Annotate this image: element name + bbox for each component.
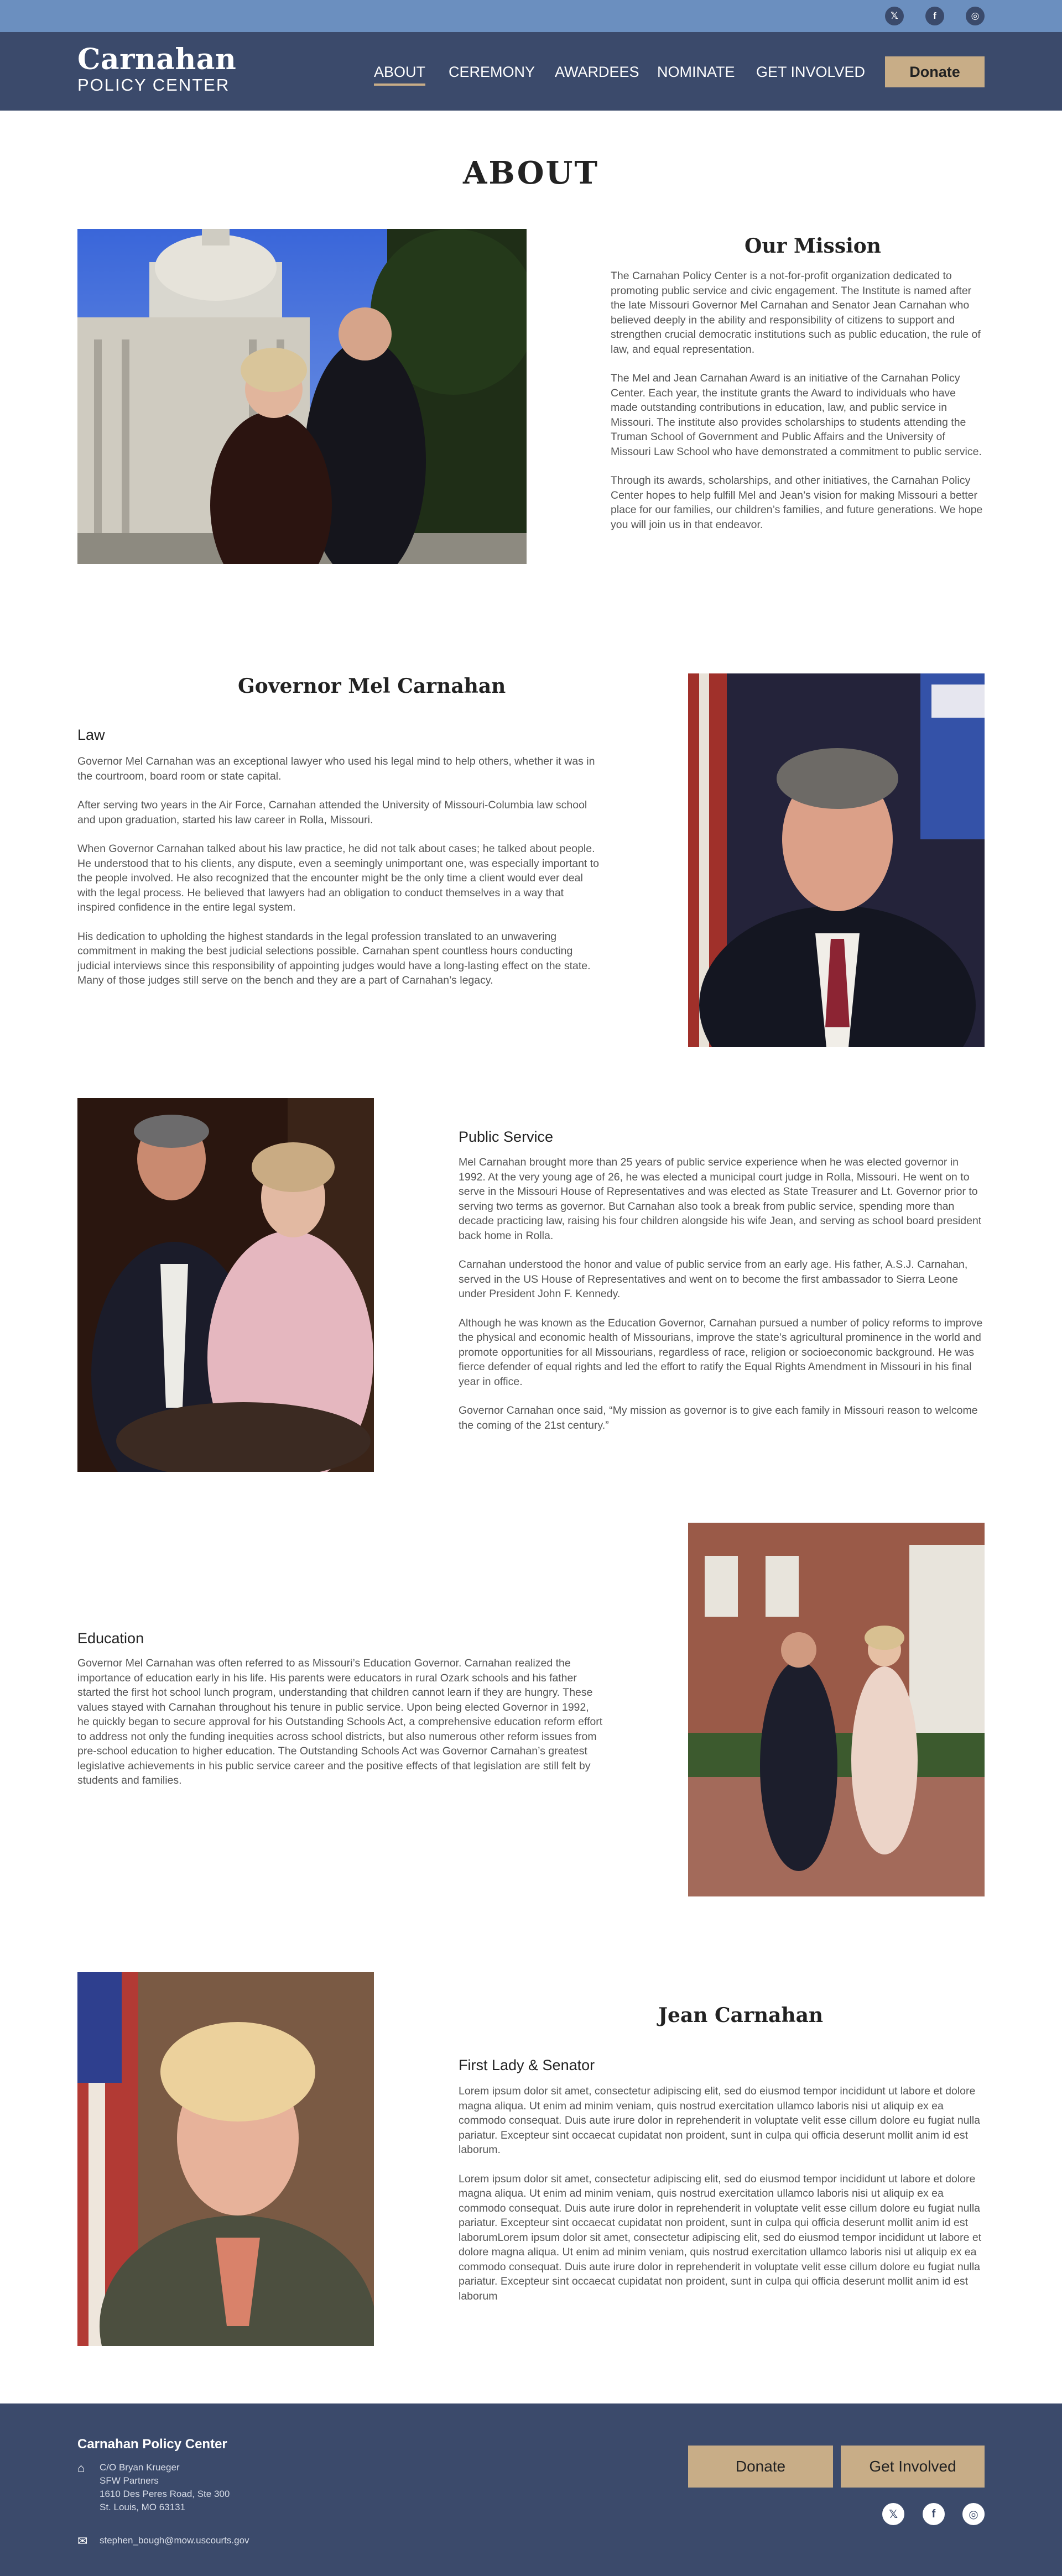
education-text <box>77 1656 603 1802</box>
address-line: C/O Bryan Krueger <box>100 2462 180 2473</box>
footer-title: Carnahan Policy Center <box>77 2437 227 2452</box>
mission-paragraph: Through its awards, scholarships, and other initiatives, the Carnahan Policy Center hopes to help fulfill Mel and Jean’s vision for making Missouri a better place for our families, our children’s families, and future generations. We hope you will join us in that endeavor. <box>611 474 983 531</box>
nav-about[interactable]: ABOUT <box>374 64 425 86</box>
public-service-heading: Public Service <box>459 1128 554 1145</box>
mel-jean-portrait-photo <box>77 1098 374 1472</box>
nav-get-involved[interactable]: GET INVOLVED <box>756 64 866 80</box>
footer-donate-button[interactable]: Donate <box>688 2446 833 2488</box>
mail-icon: ✉ <box>77 2534 88 2548</box>
footer-email-link[interactable]: stephen_bough@mow.uscourts.gov <box>100 2535 249 2546</box>
law-paragraph: Governor Mel Carnahan was an exceptional lawyer who used his legal mind to help others, whether it was in the courtroom, board room or state capital. <box>77 755 595 782</box>
main-navbar <box>0 32 1062 111</box>
facebook-icon[interactable]: f <box>925 7 944 25</box>
mel-portrait-photo <box>688 673 985 1047</box>
law-paragraph: After serving two years in the Air Force, Carnahan attended the University of Missouri-Columbia law school and upon graduation, started his law career in Rolla, Missouri. <box>77 799 587 826</box>
education-paragraph: Governor Mel Carnahan was often referred to as Missouri’s Education Governor. Carnahan realized the importance of education early in his life. His parents were educators in rural Ozark schools and his father started the first hot school lunch program, understanding that children cannot learn if they are hungry. These values stayed with Carnahan throughout his tenure in public service. Upon being elected Governor in 1992, he quickly began to secure approval for his Outstanding Schools Act, a comprehensive education reform effort to address not only the funding inequities across school districts, but also numerous other reform issues from pre-school education to higher education. The Outstanding Schools Act was Governor Carnahan’s greatest legislative achievements in his public service career and the positive effects of that legislation are still felt by students and families. <box>77 1657 603 1786</box>
education-heading: Education <box>77 1630 144 1647</box>
top-social-bar <box>0 0 1062 32</box>
law-paragraph: When Governor Carnahan talked about his law practice, he did not talk about cases; he talked about people. He understood that to his clients, any dispute, even a seemingly unimportant one, was especially important to the people involved. He also recognized that the encounter might be the only time a client would ever deal with the legal process. He believed that lawyers had an obligation to conduct themselves in a way that inspired confidence in the entire legal system. <box>77 843 600 913</box>
jean-text <box>459 2084 985 2318</box>
address-line: 1610 Des Peres Road, Ste 300 <box>100 2489 230 2499</box>
logo-subtitle: POLICY CENTER <box>77 75 230 95</box>
nav-awardees[interactable]: AWARDEES <box>555 64 639 80</box>
footer-address <box>100 2461 230 2514</box>
public-service-text <box>459 1155 985 1447</box>
mission-paragraph: The Mel and Jean Carnahan Award is an initiative of the Carnahan Policy Center. Each year, the institute grants the Award to individuals who have made outstanding contributions in education, law, and public service in Missouri. The institute also provides scholarships to students attending the Truman School of Government and Public Affairs and the University of Missouri Law School who have demonstrated a commitment to public service. <box>611 372 982 458</box>
site-footer <box>0 2403 1062 2576</box>
jean-portrait-photo <box>77 1972 374 2346</box>
address-line: St. Louis, MO 63131 <box>100 2502 185 2512</box>
jean-paragraph: Lorem ipsum dolor sit amet, consectetur adipiscing elit, sed do eiusmod tempor incididunt ut labore et dolore magna aliqua. Ut enim ad minim veniam, quis nostrud exercitation ullamco laboris nisi ut aliquip ex ea commodo consequat. Duis aute irure dolor in reprehenderit in voluptate velit esse cillum dolore eu fugiat nulla pariatur. Excepteur sint occaecat cupidatat non proident, sunt in culpa qui officia deserunt mollit anim id est laborum. <box>459 2085 981 2156</box>
jean-title: Jean Carnahan <box>658 2004 824 2027</box>
nav-nominate[interactable]: NOMINATE <box>657 64 735 80</box>
mission-title: Our Mission <box>745 234 881 258</box>
x-icon[interactable]: 𝕏 <box>882 2503 904 2525</box>
jean-heading: First Lady & Senator <box>459 2057 595 2073</box>
page-title: ABOUT <box>462 155 600 191</box>
x-icon[interactable]: 𝕏 <box>885 7 904 25</box>
home-icon: ⌂ <box>77 2461 85 2475</box>
law-paragraph: His dedication to upholding the highest standards in the legal profession translated to an unwavering commitment in making the best judicial selections possible. Carnahan spent countless hours conducting judicial interviews since this responsibility of appointing judges would have a long-lasting effect on the state. Many of those judges still serve on the bench and they are a part of Carnahan’s legacy. <box>77 930 591 986</box>
logo-title: Carnahan <box>77 43 237 76</box>
public-service-paragraph: Mel Carnahan brought more than 25 years of public service experience when he was elected governor in 1992. At the very young age of 26, he was elected a municipal court judge in Rolla, Missouri. He went on to serve in the Missouri House of Representatives and was elected as State Treasurer and Lt. Governor prior to serving two terms as governor. But Carnahan also took a break from public service, spending more than decade practicing law, raising his four children alongside his wife Jean, and serving as school board president back home in Rolla. <box>459 1156 982 1242</box>
capitol-couple-photo <box>77 229 527 564</box>
jean-paragraph: Lorem ipsum dolor sit amet, consectetur adipiscing elit, sed do eiusmod tempor incididunt ut labore et dolore magna aliqua. Ut enim ad minim veniam, quis nostrud exercitation ullamco laboris nisi ut aliquip ex ea commodo consequat. Duis aute irure dolor in reprehenderit in voluptate velit esse cillum dolore eu fugiat nulla pariatur. Excepteur sint occaecat cupidatat non proident, sunt in culpa qui officia deserunt mollit anim id est laborumLorem ipsum dolor sit amet, consectetur adipiscing elit, sed do eiusmod tempor incididunt ut labore et dolore magna aliqua. Ut enim ad minim veniam, quis nostrud exercitation ullamco laboris nisi ut aliquip ex ea commodo consequat. Duis aute irure dolor in reprehenderit in voluptate velit esse cillum dolore eu fugiat nulla pariatur. Excepteur sint occaecat cupidatat non proident, sunt in culpa qui officia deserunt mollit anim id est laborum <box>459 2172 982 2302</box>
donate-button[interactable]: Donate <box>885 56 985 87</box>
public-service-paragraph: Governor Carnahan once said, “My mission as governor is to give each family in Missouri reason to welcome the coming of the 21st century.” <box>459 1404 978 1431</box>
instagram-icon[interactable]: ◎ <box>966 7 985 25</box>
mission-text <box>611 269 985 546</box>
site-logo[interactable] <box>77 44 236 95</box>
law-text <box>77 754 603 1002</box>
footer-get-involved-button[interactable]: Get Involved <box>841 2446 985 2488</box>
public-service-paragraph: Carnahan understood the honor and value of public service from an early age. His father, A.S.J. Carnahan, served in the US House of Representatives and went on to become the first ambassador to Sierra Leone under President John F. Kennedy. <box>459 1258 968 1300</box>
mission-paragraph: The Carnahan Policy Center is a not-for-profit organization dedicated to promoting public service and civic engagement. The Institute is named after the late Missouri Governor Mel Carnahan and Senator Jean Carnahan who believed deeply in the ability and responsibility of citizens to support and strengthen crucial democratic institutions such as public education, the rule of law, and equal representation. <box>611 270 981 356</box>
address-line: SFW Partners <box>100 2475 159 2486</box>
facebook-icon[interactable]: f <box>923 2503 945 2525</box>
couple-walking-photo <box>688 1523 985 1896</box>
mel-title: Governor Mel Carnahan <box>238 675 506 698</box>
nav-ceremony[interactable]: CEREMONY <box>449 64 535 80</box>
public-service-paragraph: Although he was known as the Education Governor, Carnahan pursued a number of policy reforms to improve the physical and economic health of Missourians, improve the state’s agricultural prominence in the world and promote opportunities for all Missourians, regardless of race, religion or socioeconomic background. He was fierce defender of equal rights and led the effort to ratify the Equal Rights Amendment in Missouri in his final year in office. <box>459 1316 983 1388</box>
law-heading: Law <box>77 727 105 743</box>
instagram-icon[interactable]: ◎ <box>962 2503 985 2525</box>
